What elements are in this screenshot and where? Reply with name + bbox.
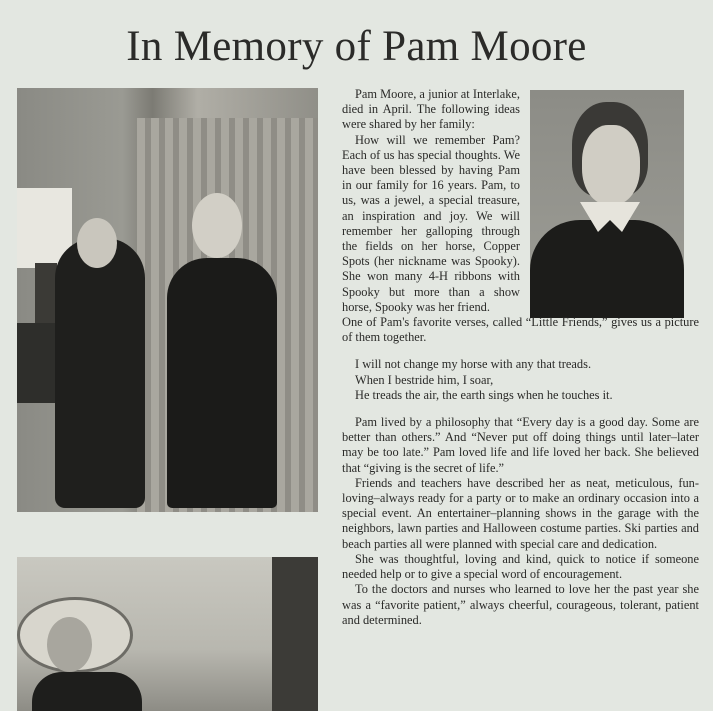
article-column-wide — [342, 315, 699, 628]
halloween-party-photo — [17, 88, 318, 512]
page-title: In Memory of Pam Moore — [126, 23, 587, 70]
article-paragraph: How will we remember Pam? Each of us has special thoughts. We have been blessed by having Pam in our family for 16 years. Pam, to us, was a jewel, a special treasure, an inspiration and joy. We will remember her galloping through the fields on her horse, Copper Spots (her nickname was Spooky). She won many 4-H ribbons with Spooky but more than a show horse, Spooky was her friend. — [342, 132, 520, 314]
person-left — [55, 238, 145, 508]
shirt — [32, 672, 142, 711]
article-paragraph: One of Pam's favorite verses, called “Little Friends,” gives us a picture of them together. — [342, 315, 699, 345]
television — [17, 323, 57, 403]
article-paragraph: Friends and teachers have described her as neat, meticulous, fun-loving–always ready for a party or to make an ordinary occasion into a special event. An entertainer–planning shows in the garage with the neighbors, lawn parties and Halloween costume parties. Ski parties and beach parties all were planned with special care and dedication. — [342, 475, 699, 551]
article-intro: Pam Moore, a junior at Interlake, died in April. The following ideas were shared by her family: — [342, 87, 520, 132]
sunhat-photo — [17, 557, 318, 711]
article-paragraph: Pam lived by a philosophy that “Every day is a good day. Some are better than others.” And “Never put off doing things until later–later may be too late.” Pam loved life and life loved her back. She believed that “giving is the secret of life.” — [342, 415, 699, 475]
verse — [355, 357, 699, 403]
article-paragraph: She was thoughtful, loving and kind, quick to notice if someone needed help or to give a special word of encouragement. — [342, 551, 699, 582]
face-right — [192, 193, 242, 258]
face-left — [77, 218, 117, 268]
face — [47, 617, 92, 672]
verse-line: He treads the air, the earth sings when he touches it. — [355, 387, 613, 402]
verse-line: When I bestride him, I soar, — [355, 372, 494, 387]
person-right — [167, 258, 277, 508]
article-paragraph: To the doctors and nurses who learned to love her the past year she was a “favorite patient,” always cheerful, courageous, tolerant, patient and determined. — [342, 582, 699, 627]
dark-object — [272, 557, 318, 711]
article — [342, 87, 699, 628]
verse-line: I will not change my horse with any that treads. — [355, 357, 592, 372]
article-column-narrow — [342, 87, 520, 315]
